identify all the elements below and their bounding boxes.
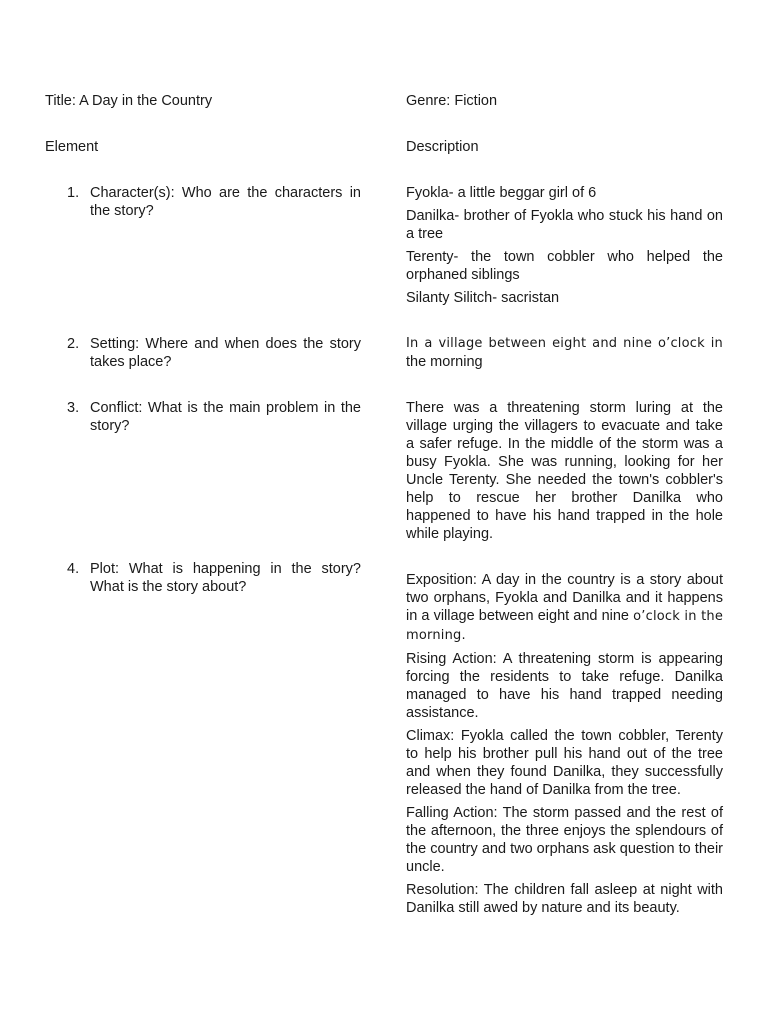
plot-resolution: Resolution: The children fall asleep at night with Danilka still awed by nature and its beauty. <box>406 882 723 916</box>
element-column-header: Element <box>45 139 99 155</box>
item-number: 2. <box>67 336 80 352</box>
plot-rising-action: Rising Action: A threatening storm is appearing forcing the residents to take refuge. Danilka managed to have his hand trapped needing assistance. <box>406 651 723 721</box>
item-number: 4. <box>67 561 80 577</box>
description-column-header: Description <box>406 139 479 155</box>
item-number: 1. <box>67 185 80 201</box>
item-number: 3. <box>67 400 80 416</box>
character-fyokla: Fyokla- a little beggar girl of 6 <box>406 185 597 201</box>
plot-exposition <box>406 571 723 645</box>
conflict-question: Conflict: What is the main problem in the story? <box>90 400 361 434</box>
characters-answer <box>406 184 723 307</box>
plot-falling-action: Falling Action: The storm passed and the rest of the afternoon, the three enjoys the splendours of the country and two orphans ask question to their uncle. <box>406 805 723 875</box>
exposition-time-text: o’clock in the morning. <box>406 609 724 643</box>
plot-answer <box>406 571 723 917</box>
characters-question: Character(s): Who are the characters in the story? <box>90 185 361 219</box>
character-danilka: Danilka- brother of Fyokla who stuck his hand on a tree <box>406 208 723 242</box>
setting-answer-line2: the morning <box>406 354 483 370</box>
setting-answer <box>406 335 723 371</box>
plot-question: Plot: What is happening in the story? What is the story about? <box>90 561 361 595</box>
setting-answer-line1: In a village between eight and nine o’clock in <box>406 336 723 351</box>
story-title: Title: A Day in the Country <box>45 93 213 109</box>
setting-question: Setting: Where and when does the story takes place? <box>90 336 361 370</box>
character-terenty: Terenty- the town cobbler who helped the orphaned siblings <box>406 249 723 283</box>
story-genre: Genre: Fiction <box>406 93 498 109</box>
exposition-text: Exposition: A day in the country is a story about two orphans, Fyokla and Danilka and it happens in a village between eight and nine <box>406 572 723 624</box>
conflict-answer: There was a threatening storm luring at the village urging the villagers to evacuate and take a safer refuge. In the middle of the storm was a busy Fyokla. She was running, looking for her Uncle Terenty. She needed the town's cobbler's help to rescue her brother Danilka who happened to have his hand trapped in the hole while playing. <box>406 400 723 542</box>
character-silanty: Silanty Silitch- sacristan <box>406 290 560 306</box>
plot-climax: Climax: Fyokla called the town cobbler, Terenty to help his brother pull his hand out of the tree and when they found Danilka, they successfully released the hand of Danilka from the tree. <box>406 728 723 798</box>
